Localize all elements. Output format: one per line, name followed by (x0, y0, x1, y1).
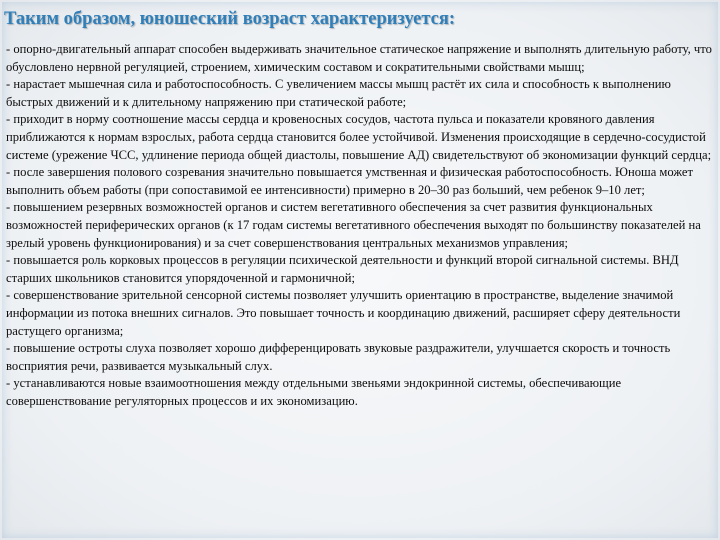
paragraph-musculoskeletal: - опорно-двигательный аппарат способен выдерживать значительное статическое напряжение и выполнять длительную работу, что обусловлено нервной регуляцией, строением, химическим составом и сократительными свойствами мышц; (6, 42, 712, 74)
paragraph-hearing: - повышение остроты слуха позволяет хорошо дифференцировать звуковые раздражители, улучшается скорость и точность восприятия речи, развивается музыкальный слух. (6, 341, 671, 373)
paragraph-work-capacity: - после завершения полового созревания значительно повышается умственная и физическая работоспособность. Юноша может выполнить объем работы (при сопоставимой ее интенсивности) примерно в 20–30 раз больший, чем ребенок 9–10 лет; (6, 165, 694, 197)
paragraph-muscle-strength: - нарастает мышечная сила и работоспособность. С увеличением массы мышц растёт их сила и способность к выполнению быстрых движений и к длительному напряжению при статической работе; (6, 77, 671, 109)
paragraph-cardiovascular: - приходит в норму соотношение массы сердца и кровеносных сосудов, частота пульса и показатели кровяного давления приближаются к нормам взрослых, работа сердца становится более устойчивой. Изменения происходящие в сердечно-сосудистой системе (урежение ЧСС, удлинение периода общей диастолы, повышение АД) свидетельствуют об экономизации функций сердца; (6, 112, 712, 162)
slide-title: Таким образом, юношеский возраст характеризуется: (4, 9, 456, 29)
paragraph-cortical-processes: - повышается роль корковых процессов в регуляции психической деятельности и функций второй сигнальной системы. ВНД старших школьников становится упорядоченной и гармоничной; (6, 253, 679, 285)
paragraph-visual-system: - совершенствование зрительной сенсорной системы позволяет улучшить ориентацию в пространстве, выделение значимой информации из потока внешних сигналов. Это повышает точность и координацию движений, расширяет сферу деятельности растущего организма; (6, 288, 681, 338)
slide-body (6, 41, 714, 410)
paragraph-endocrine: - устанавливаются новые взаимоотношения между отдельными звеньями эндокринной системы, обеспечивающие совершенствование регуляторных процессов и их экономизацию. (6, 376, 622, 408)
paragraph-vegetative-reserve: - повышением резервных возможностей органов и систем вегетативного обеспечения за счет развития функциональных возможностей периферических органов (к 17 годам системы вегетативного обеспечения выходят по большинству показателей на зрелый уровень функционирования) и за счет совершенствования центральных механизмов управления; (6, 200, 701, 250)
